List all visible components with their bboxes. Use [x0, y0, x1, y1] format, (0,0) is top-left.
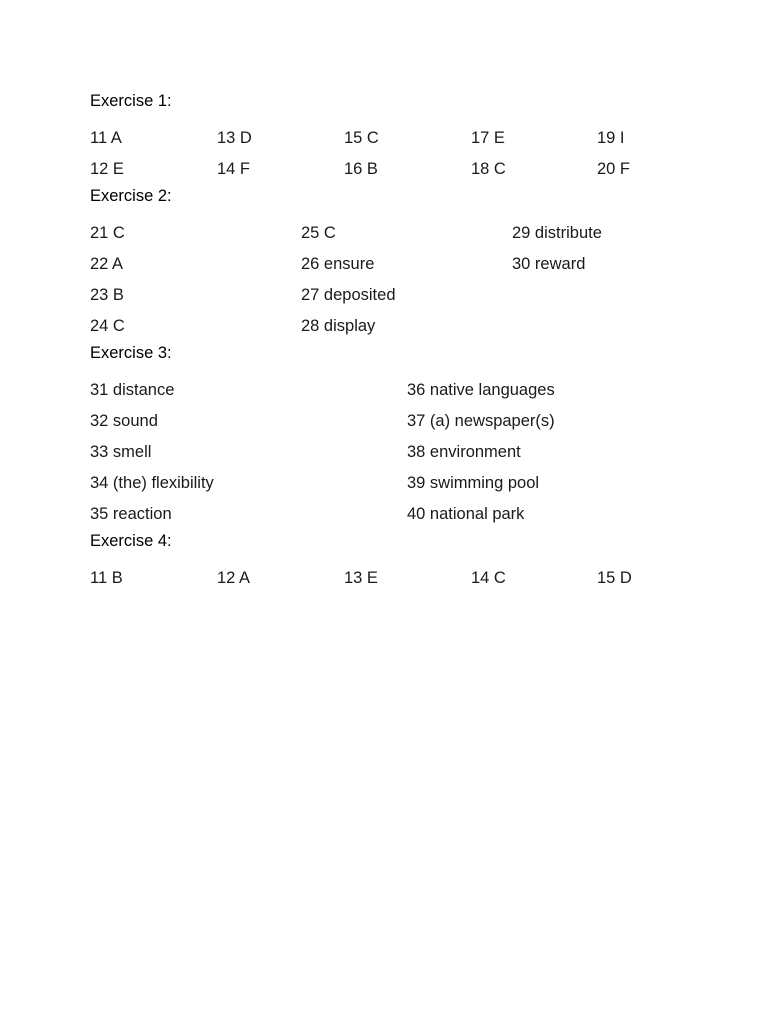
exercise-2-heading: Exercise 2: — [90, 187, 172, 205]
answer: 40 national park — [407, 505, 525, 523]
answer: 25 C — [301, 224, 336, 242]
answer: 11 B — [90, 569, 123, 587]
answer-row — [90, 411, 710, 431]
answer: 12 A — [217, 569, 251, 587]
answer: 31 distance — [90, 381, 175, 399]
answer-row — [90, 285, 710, 305]
exercise-4-answers — [90, 568, 710, 588]
answer: 15 D — [597, 569, 632, 587]
answer-row — [90, 128, 710, 148]
answer: 13 E — [344, 569, 378, 587]
answer — [512, 285, 710, 305]
answer: 24 C — [90, 317, 125, 335]
answer: 28 display — [301, 317, 376, 335]
answer: 34 (the) flexibility — [90, 474, 214, 492]
answer: 37 (a) newspaper(s) — [407, 412, 555, 430]
answer-row — [90, 504, 710, 524]
answer-row — [90, 380, 710, 400]
answer-row — [90, 223, 710, 243]
exercise-1-heading: Exercise 1: — [90, 92, 172, 110]
answer: 35 reaction — [90, 505, 172, 523]
answer: 18 C — [471, 160, 506, 178]
exercise-1-answers — [90, 128, 710, 179]
answer-key — [90, 91, 710, 599]
answer: 32 sound — [90, 412, 158, 430]
answer: 26 ensure — [301, 255, 375, 273]
answer: 12 E — [90, 160, 124, 178]
exercise-3-answers — [90, 380, 710, 524]
answer: 13 D — [217, 129, 252, 147]
answer: 19 I — [597, 129, 625, 147]
answer: 11 A — [90, 129, 122, 147]
answer: 21 C — [90, 224, 125, 242]
answer: 27 deposited — [301, 286, 396, 304]
answer: 14 F — [217, 160, 251, 178]
answer: 36 native languages — [407, 381, 555, 399]
answer: 16 B — [344, 160, 378, 178]
answer — [512, 316, 710, 336]
exercise-2-answers — [90, 223, 710, 336]
answer-row — [90, 442, 710, 462]
answer-row — [90, 254, 710, 274]
answer: 39 swimming pool — [407, 474, 540, 492]
answer: 38 environment — [407, 443, 521, 461]
answer: 33 smell — [90, 443, 152, 461]
answer: 23 B — [90, 286, 124, 304]
answer-row — [90, 473, 710, 493]
exercise-4-heading: Exercise 4: — [90, 532, 172, 550]
answer: 22 A — [90, 255, 124, 273]
answer: 20 F — [597, 160, 631, 178]
answer: 14 C — [471, 569, 506, 587]
answer: 17 E — [471, 129, 505, 147]
answer-row — [90, 316, 710, 336]
answer-row — [90, 159, 710, 179]
answer-row — [90, 568, 710, 588]
exercise-3-heading: Exercise 3: — [90, 344, 172, 362]
answer: 29 distribute — [512, 224, 602, 242]
answer: 15 C — [344, 129, 379, 147]
answer: 30 reward — [512, 255, 586, 273]
